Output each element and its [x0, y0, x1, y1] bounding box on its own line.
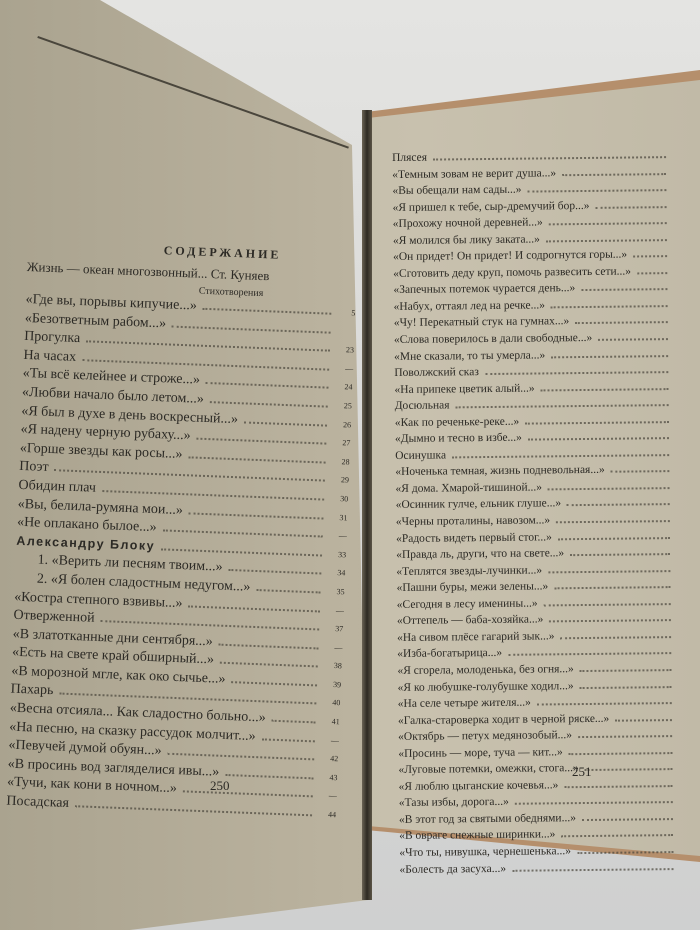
- leader-dots: [167, 752, 314, 761]
- leader-dots: [633, 254, 667, 257]
- entry-title: «Сготовить деду круп, помочь развесить сети...»: [393, 265, 632, 280]
- entry-title: «Любви начало было летом...»: [21, 384, 205, 407]
- entry-page: 34: [337, 568, 346, 578]
- entry-page: 31: [339, 512, 348, 522]
- leader-dots: [100, 619, 319, 630]
- toc-section: Стихотворения: [198, 285, 264, 300]
- entry-page: 42: [330, 754, 339, 764]
- entry-title: «Болесть да засуха...»: [399, 862, 507, 876]
- entry-title: Осинушка: [395, 449, 447, 462]
- entry-page: 27: [342, 438, 351, 448]
- leader-dots: [485, 370, 668, 375]
- entry-title: «Правда ль, други, что на свете...»: [396, 547, 565, 562]
- entry-page: 39: [332, 679, 342, 690]
- leader-dots: [549, 618, 671, 622]
- entry-title: «Просинь — море, туча — кит...»: [398, 745, 563, 760]
- leader-dots: [433, 155, 666, 160]
- leader-dots: [582, 817, 673, 821]
- entry-title: «Я дома. Хмарой-тишиной...»: [395, 481, 543, 495]
- entry-title: Поэт: [18, 459, 49, 476]
- left-page-number: 250: [210, 778, 230, 793]
- leader-dots: [567, 503, 670, 507]
- entry-title: Досюльная: [394, 399, 450, 413]
- leader-dots: [580, 685, 672, 689]
- toc-entry: [399, 861, 679, 880]
- leader-dots: [210, 400, 328, 408]
- leader-dots: [637, 271, 667, 274]
- entry-title: На часах: [23, 347, 77, 365]
- entry-page: —: [345, 364, 354, 374]
- leader-dots: [564, 784, 672, 788]
- leader-dots: [59, 692, 316, 705]
- leader-dots: [172, 324, 331, 333]
- entry-title: «Я молился бы лику заката...»: [392, 233, 540, 247]
- entry-page: —: [330, 735, 340, 745]
- leader-dots: [541, 387, 669, 391]
- toc-intro: Жизнь — океан многозвонный... Ст. Куняев: [26, 258, 270, 284]
- leader-dots: [551, 354, 668, 358]
- entry-page: 38: [333, 661, 342, 671]
- entry-title: «В овраге снежные ширинки...»: [399, 828, 556, 843]
- entry-title: «Осинник гулче, ельник глуше...»: [395, 497, 562, 512]
- leader-dots: [272, 719, 316, 724]
- entry-page: —: [335, 605, 345, 615]
- leader-dots: [528, 188, 667, 192]
- entry-title: «Я надену черную рубаху...»: [20, 422, 191, 444]
- entry-title: «Чу! Перекатный стук на гумнах...»: [393, 315, 570, 330]
- entry-title: Пахарь: [10, 682, 54, 699]
- entry-title: «Что ты, нивушка, чернешенька...»: [399, 845, 571, 859]
- entry-title: «Черны проталины, навозом...»: [395, 514, 551, 529]
- entry-title: «Я сгорела, молоденька, без огня...»: [397, 663, 574, 677]
- entry-title: «Набух, оттаял лед на речке...»: [393, 299, 545, 313]
- entry-title: «В этот год за святыми обеднями...»: [398, 811, 576, 826]
- leader-dots: [188, 455, 325, 463]
- entry-title: «Костра степного взвивы...»: [13, 589, 183, 611]
- leader-dots: [562, 172, 666, 176]
- entry-title: «В златотканные дни сентября...»: [12, 626, 214, 650]
- leader-dots: [578, 734, 672, 738]
- entry-page: 41: [331, 717, 340, 727]
- entry-page: 23: [345, 345, 355, 355]
- entry-title: «Он придет! Он придет! И содрогнутся горы...»: [393, 248, 628, 264]
- leader-dots: [577, 850, 673, 854]
- entry-title: 1. «Верить ли песням твоим...»: [37, 552, 223, 576]
- entry-page: 28: [341, 456, 350, 467]
- leader-dots: [537, 701, 672, 705]
- leader-dots: [525, 420, 669, 425]
- entry-title: «В просинь вод загляделися ивы...»: [7, 756, 220, 780]
- leader-dots: [554, 585, 670, 589]
- entry-page: [337, 334, 355, 335]
- entry-title: «Где вы, порывы кипучие...»: [25, 291, 198, 314]
- leader-dots: [561, 834, 673, 838]
- leader-dots: [262, 737, 315, 742]
- entry-title: «Я люблю цыганские кочевья...»: [398, 779, 559, 793]
- entry-title: Посадская: [6, 793, 70, 812]
- entry-title: Прогулка: [23, 329, 81, 347]
- leader-dots: [86, 339, 330, 351]
- right-page-number: 251: [572, 764, 592, 779]
- leader-dots: [560, 635, 671, 639]
- leader-dots: [189, 511, 324, 519]
- entry-title: «На припеке цветик алый...»: [394, 382, 535, 396]
- entry-title: «Дымно и тесно в избе...»: [394, 431, 522, 446]
- leader-dots: [546, 238, 667, 242]
- leader-dots: [512, 867, 673, 872]
- leader-dots: [452, 453, 669, 458]
- entry-page: 5: [351, 308, 356, 318]
- entry-title: «На песню, на сказку рассудок молчит...»: [8, 719, 257, 744]
- leader-dots: [244, 420, 327, 426]
- leader-dots: [455, 403, 668, 408]
- entry-title: «Мне сказали, то ты умерла...»: [394, 348, 546, 363]
- entry-title: «Как по реченьке-реке...»: [394, 415, 520, 429]
- leader-dots: [551, 304, 668, 308]
- entry-page: 40: [332, 698, 341, 708]
- leader-dots: [508, 652, 671, 657]
- entry-title: Плясея: [392, 151, 428, 164]
- leader-dots: [220, 661, 318, 668]
- leader-dots: [615, 718, 672, 722]
- leader-dots: [558, 536, 670, 540]
- entry-title: «Певучей думой обуян...»: [8, 737, 162, 759]
- leader-dots: [544, 602, 671, 606]
- entry-title: «Ноченька темная, жизнь подневольная...»: [395, 464, 605, 479]
- leader-dots: [598, 337, 668, 341]
- entry-title: «Луговые потемки, омежки, стога...»: [398, 762, 579, 777]
- entry-title: Александру Блоку: [16, 533, 156, 553]
- entry-title: «Есть на свете край обширный...»: [11, 644, 215, 668]
- entry-page: 30: [340, 494, 349, 504]
- leader-dots: [515, 800, 673, 805]
- leader-dots: [197, 437, 327, 445]
- right-toc: [392, 149, 680, 880]
- entry-title: Поволжский сказ: [394, 366, 479, 380]
- leader-dots: [580, 668, 672, 672]
- entry-title: «Сегодня в лесу именины...»: [396, 597, 538, 611]
- leader-dots: [161, 547, 322, 556]
- entry-page: 24: [344, 382, 353, 392]
- entry-page: 29: [340, 475, 350, 485]
- entry-title: «На сивом плёсе гагарий зык...»: [397, 630, 555, 644]
- entry-title: «Вы, белила-румяна мои...»: [17, 496, 184, 518]
- left-toc: [6, 238, 358, 825]
- leader-dots: [225, 773, 313, 779]
- leader-dots: [581, 287, 667, 291]
- entry-title: «Вы обещали нам сады...»: [392, 183, 522, 198]
- entry-title: Отверженной: [13, 607, 95, 626]
- entry-page: 44: [327, 809, 337, 820]
- entry-title: «Слова поверилось в дали свободные...»: [393, 331, 593, 347]
- entry-title: 2. «Я болен сладостным недугом...»: [36, 571, 251, 595]
- entry-title: «Не оплакано былое...»: [16, 514, 157, 536]
- entry-page: 25: [343, 401, 352, 411]
- entry-title: «Галка-староверка ходит в черной ряске...»: [397, 712, 610, 727]
- entry-title: «Пашни буры, межи зелены...»: [396, 580, 549, 595]
- leader-dots: [570, 552, 670, 556]
- entry-title: «Горше звезды как росы...»: [19, 440, 183, 462]
- leader-dots: [575, 321, 668, 325]
- leader-dots: [206, 381, 329, 389]
- entry-title: «Октябрь — петух медянозобый...»: [398, 729, 573, 744]
- entry-title: «Теплятся звезды-лучинки...»: [396, 564, 543, 578]
- entry-title: «Прохожу ночной деревней...»: [392, 216, 543, 231]
- entry-title: «Безответным рабом...»: [24, 310, 167, 331]
- entry-page: —: [328, 791, 337, 801]
- entry-title: «Ты всё келейнее и строже...»: [22, 366, 201, 389]
- leader-dots: [203, 307, 332, 315]
- leader-dots: [228, 568, 321, 575]
- entry-title: «Радость видеть первый стог...»: [395, 530, 552, 545]
- leader-dots: [231, 680, 317, 686]
- leader-dots: [256, 588, 320, 593]
- entry-title: «Я пришел к тебе, сыр-дремучий бор...»: [392, 199, 590, 214]
- entry-title: «Весна отсияла... Как сладостно больно...»: [9, 700, 266, 726]
- leader-dots: [163, 529, 323, 538]
- entry-title: «В морозной мгле, как око сычье...»: [11, 663, 226, 687]
- entry-page: —: [334, 642, 343, 653]
- book-gutter: [362, 110, 372, 900]
- leader-dots: [548, 486, 670, 490]
- leader-dots: [556, 519, 670, 523]
- entry-title: «На селе четыре жителя...»: [397, 696, 531, 711]
- leader-dots: [528, 436, 669, 440]
- leader-dots: [82, 358, 329, 370]
- entry-title: «Тазы избы, дорога...»: [398, 796, 509, 810]
- leader-dots: [569, 751, 673, 755]
- leader-dots: [102, 489, 324, 501]
- entry-title: «Я был в духе в день воскресный...»: [21, 403, 239, 427]
- toc-heading: СОДЕРЖАНИЕ: [163, 243, 282, 262]
- leader-dots: [219, 642, 319, 649]
- entry-page: 26: [342, 419, 352, 430]
- leader-dots: [611, 470, 670, 474]
- entry-page: 35: [336, 587, 345, 597]
- entry-page: —: [338, 531, 347, 541]
- entry-title: Обидин плач: [18, 477, 97, 496]
- leader-dots: [585, 767, 673, 771]
- entry-page: 33: [337, 549, 347, 560]
- entry-title: «Оттепель — баба-хозяйка...»: [396, 613, 544, 628]
- entry-title: «Изба-богатырица...»: [397, 647, 503, 661]
- entry-title: «Я ко любушке-голубушке ходил...»: [397, 679, 574, 694]
- leader-dots: [548, 569, 670, 573]
- entry-page: 43: [329, 772, 338, 783]
- leader-dots: [595, 205, 666, 209]
- entry-title: «Запечных потемок чурается день...»: [393, 282, 576, 297]
- leader-dots: [188, 604, 320, 612]
- entry-page: 37: [335, 624, 344, 634]
- entry-title: «Темным зовам не верит душа...»: [392, 166, 557, 181]
- leader-dots: [549, 221, 667, 225]
- leader-dots: [183, 790, 313, 798]
- entry-title: «Тучи, как кони в ночном...»: [6, 775, 178, 797]
- leader-dots: [75, 804, 312, 816]
